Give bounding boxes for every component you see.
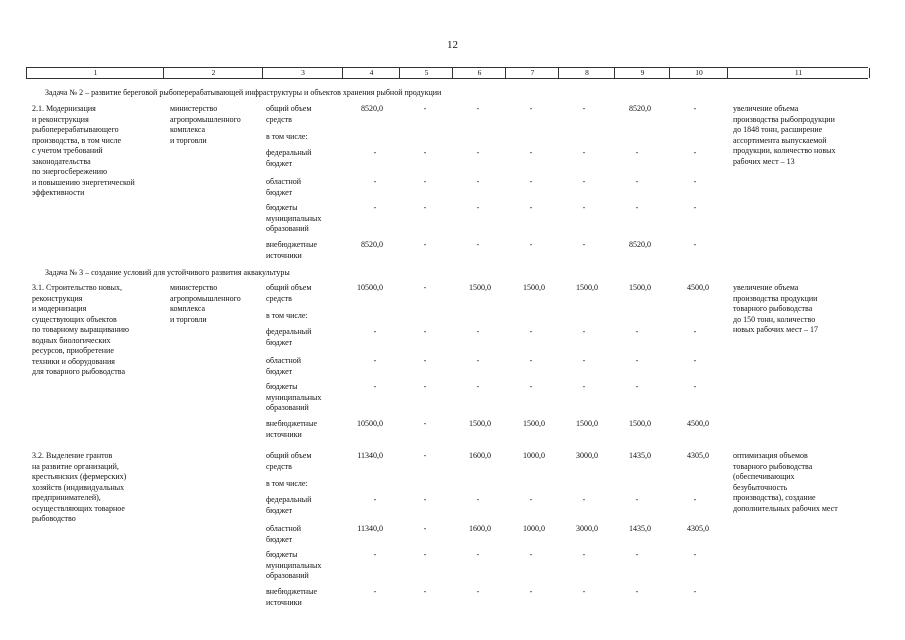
funding-source-label: бюджеты муниципальных образований	[266, 550, 322, 580]
expected-result: увеличение объема производства продукции товарного рыбоводства до 150 тонн, количество новых рабочих мест – 17	[733, 283, 819, 334]
funding-value: -	[476, 495, 480, 504]
funding-value: 1500,0	[469, 419, 491, 428]
funding-value: -	[635, 327, 639, 336]
funding-value: -	[529, 177, 533, 186]
funding-value: -	[373, 550, 377, 559]
funding-value: -	[693, 550, 697, 559]
header-cell-8: 8	[558, 68, 615, 78]
funding-value: -	[373, 356, 377, 365]
header-cell-9: 9	[614, 68, 670, 78]
funding-value: -	[529, 327, 533, 336]
header-cell-1: 1	[26, 68, 164, 78]
funding-value: -	[635, 203, 639, 212]
funding-value: -	[693, 356, 697, 365]
funding-source-label: областной бюджет	[266, 177, 302, 197]
header-cell-5: 5	[399, 68, 453, 78]
funding-value: -	[529, 382, 533, 391]
measure-name: 3.2. Выделение грантов на развитие организаций, крестьянских (фермерских) хозяйств (индивидуальных предпринимателей), осуществляющих товарное рыбоводство	[32, 451, 127, 523]
funding-value: 1000,0	[523, 524, 545, 533]
funding-value: -	[373, 587, 377, 596]
task-heading: Задача № 2 – развитие береговой рыбоперерабатывающей инфраструктуры и объектов хранения рыбной продукции	[45, 88, 442, 97]
funding-value: 10500,0	[357, 283, 383, 292]
funding-value: -	[635, 356, 639, 365]
funding-value: -	[582, 550, 586, 559]
funding-source-label: областной бюджет	[266, 356, 302, 376]
funding-value: -	[693, 240, 697, 249]
funding-source-label: бюджеты муниципальных образований	[266, 203, 322, 233]
measure-name: 2.1. Модернизация и реконструкция рыбоперерабатывающего производства, в том числе с учетом требований законодательства по энергосбережению и повышению энергетической эффективности	[32, 104, 135, 197]
funding-value: -	[423, 283, 427, 292]
funding-value: -	[423, 524, 427, 533]
funding-value: 3000,0	[576, 451, 598, 460]
funding-value: 1500,0	[576, 283, 598, 292]
funding-value: 1600,0	[469, 451, 491, 460]
funding-value: -	[693, 327, 697, 336]
funding-value: 11340,0	[357, 451, 383, 460]
funding-value: -	[423, 203, 427, 212]
funding-value: 4500,0	[687, 283, 709, 292]
executor: министерство агропромышленного комплекса и торговли	[170, 283, 241, 324]
funding-source-label: областной бюджет	[266, 524, 302, 544]
funding-source-label: в том числе:	[266, 132, 308, 141]
funding-value: -	[423, 587, 427, 596]
funding-value: -	[693, 203, 697, 212]
funding-value: 1000,0	[523, 451, 545, 460]
funding-value: -	[423, 419, 427, 428]
funding-source-label: внебюджетные источники	[266, 587, 317, 607]
funding-value: 1500,0	[629, 419, 651, 428]
funding-value: -	[693, 104, 697, 113]
header-cell-10: 10	[669, 68, 728, 78]
funding-source-label: федеральный бюджет	[266, 148, 312, 168]
funding-value: -	[423, 104, 427, 113]
funding-value: -	[582, 587, 586, 596]
funding-value: -	[423, 356, 427, 365]
header-cell-7: 7	[505, 68, 559, 78]
funding-value: -	[582, 356, 586, 365]
funding-value: -	[529, 356, 533, 365]
funding-source-label: бюджеты муниципальных образований	[266, 382, 322, 412]
funding-value: -	[423, 240, 427, 249]
header-cell-6: 6	[452, 68, 506, 78]
funding-value: 8520,0	[629, 104, 651, 113]
funding-value: -	[476, 104, 480, 113]
expected-result: оптимизация объемов товарного рыбоводства (обеспечивающих безубыточность производства), создание дополнительных рабочих мест	[733, 451, 838, 513]
funding-value: -	[373, 177, 377, 186]
funding-value: -	[529, 550, 533, 559]
funding-value: -	[529, 495, 533, 504]
funding-value: 1500,0	[629, 283, 651, 292]
funding-source-label: в том числе:	[266, 311, 308, 320]
funding-value: -	[476, 177, 480, 186]
funding-value: 4305,0	[687, 451, 709, 460]
funding-value: 1500,0	[469, 283, 491, 292]
funding-value: 4305,0	[687, 524, 709, 533]
funding-value: -	[529, 104, 533, 113]
funding-value: -	[373, 495, 377, 504]
funding-value: -	[693, 382, 697, 391]
funding-value: 1435,0	[629, 524, 651, 533]
header-cell-3: 3	[262, 68, 343, 78]
funding-value: -	[582, 203, 586, 212]
table-header-row	[26, 67, 868, 79]
measure-name: 3.1. Строительство новых, реконструкция и модернизация существующих объектов по товарному выращиванию водных биологических ресурсов, приобретение техники и оборудования для товарного рыбоводства	[32, 283, 129, 376]
funding-value: 8520,0	[361, 104, 383, 113]
funding-value: -	[423, 327, 427, 336]
funding-value: -	[476, 327, 480, 336]
funding-value: -	[635, 177, 639, 186]
funding-value: 11340,0	[357, 524, 383, 533]
funding-value: -	[529, 148, 533, 157]
funding-value: -	[476, 240, 480, 249]
funding-value: -	[373, 327, 377, 336]
header-cell-4: 4	[342, 68, 400, 78]
funding-value: -	[582, 148, 586, 157]
funding-value: -	[693, 495, 697, 504]
funding-value: -	[476, 203, 480, 212]
funding-value: -	[582, 495, 586, 504]
funding-value: 4500,0	[687, 419, 709, 428]
funding-value: 8520,0	[361, 240, 383, 249]
funding-value: -	[635, 550, 639, 559]
funding-value: -	[529, 240, 533, 249]
funding-value: -	[476, 382, 480, 391]
funding-source-label: федеральный бюджет	[266, 327, 312, 347]
funding-value: 1600,0	[469, 524, 491, 533]
funding-source-label: внебюджетные источники	[266, 240, 317, 260]
funding-value: -	[582, 240, 586, 249]
funding-value: -	[476, 587, 480, 596]
funding-value: -	[635, 382, 639, 391]
funding-value: -	[373, 382, 377, 391]
funding-value: -	[582, 327, 586, 336]
funding-value: -	[582, 104, 586, 113]
funding-value: -	[529, 587, 533, 596]
funding-value: 1435,0	[629, 451, 651, 460]
funding-value: -	[373, 148, 377, 157]
funding-source-label: общий объем средств	[266, 104, 312, 124]
task-heading: Задача № 3 – создание условий для устойчивого развития аквакультуры	[45, 268, 290, 277]
executor: министерство агропромышленного комплекса и торговли	[170, 104, 241, 145]
funding-value: -	[423, 495, 427, 504]
funding-source-label: внебюджетные источники	[266, 419, 317, 439]
expected-result: увеличение объема производства рыбопродукции до 1848 тонн, расширение ассортимента выпускаемой продукции, количество новых рабочих мест – 13	[733, 104, 836, 166]
funding-value: -	[635, 587, 639, 596]
funding-value: -	[529, 203, 533, 212]
funding-value: -	[693, 587, 697, 596]
funding-value: -	[582, 382, 586, 391]
funding-source-label: общий объем средств	[266, 283, 312, 303]
funding-value: 3000,0	[576, 524, 598, 533]
funding-value: -	[423, 177, 427, 186]
funding-value: -	[693, 148, 697, 157]
funding-value: -	[373, 203, 377, 212]
funding-value: -	[476, 148, 480, 157]
funding-value: 1500,0	[523, 419, 545, 428]
funding-value: -	[635, 148, 639, 157]
funding-value: -	[476, 550, 480, 559]
funding-value: -	[423, 148, 427, 157]
funding-value: -	[476, 356, 480, 365]
funding-value: 10500,0	[357, 419, 383, 428]
funding-value: 1500,0	[576, 419, 598, 428]
header-cell-11: 11	[727, 68, 870, 78]
funding-value: -	[693, 177, 697, 186]
funding-value: -	[423, 382, 427, 391]
funding-value: -	[423, 451, 427, 460]
funding-value: 1500,0	[523, 283, 545, 292]
page-number: 12	[447, 39, 458, 51]
funding-value: 8520,0	[629, 240, 651, 249]
funding-source-label: федеральный бюджет	[266, 495, 312, 515]
funding-source-label: общий объем средств	[266, 451, 312, 471]
header-cell-2: 2	[163, 68, 263, 78]
funding-source-label: в том числе:	[266, 479, 308, 488]
funding-value: -	[423, 550, 427, 559]
funding-value: -	[635, 495, 639, 504]
funding-value: -	[582, 177, 586, 186]
